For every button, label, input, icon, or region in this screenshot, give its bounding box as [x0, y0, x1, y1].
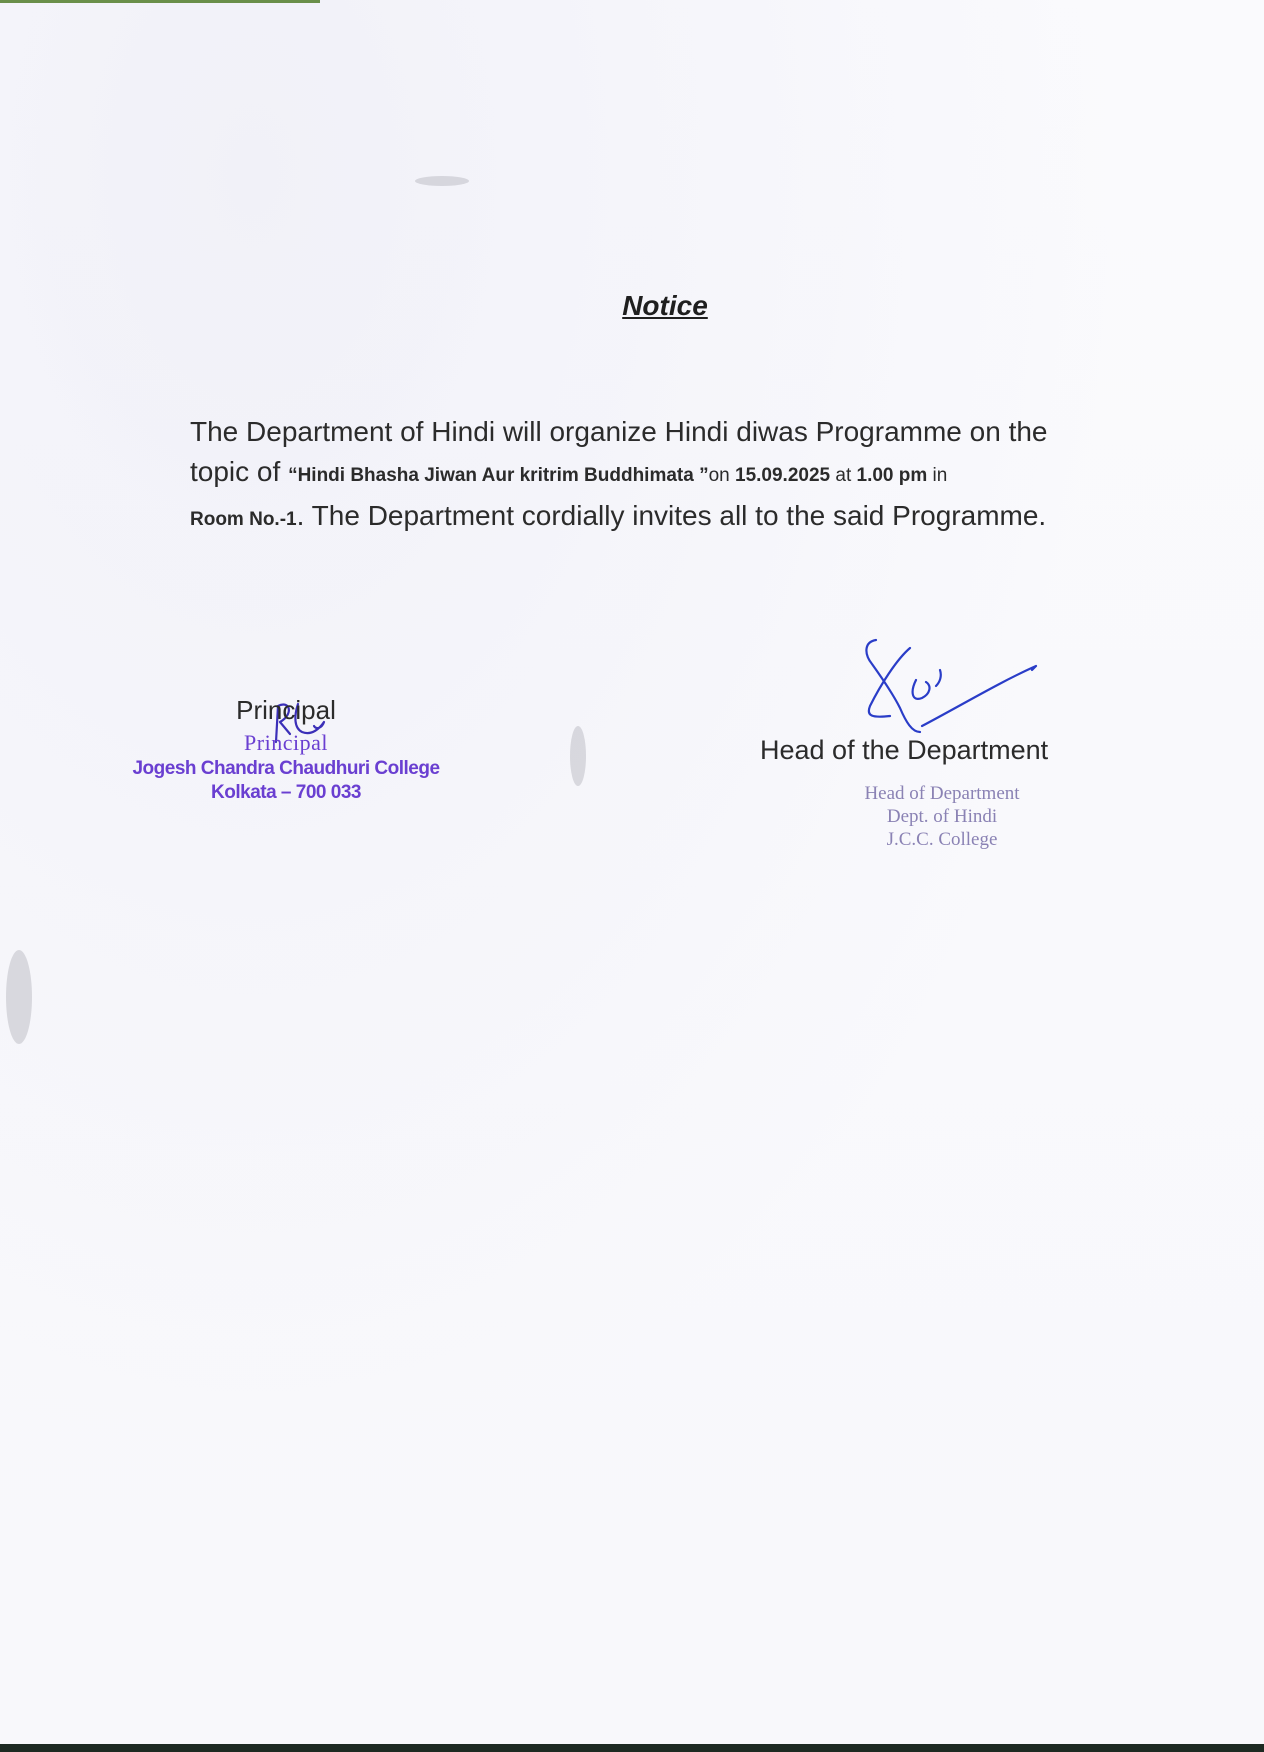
notice-body	[190, 412, 1130, 540]
in-word: in	[927, 465, 948, 486]
scan-edge-top	[0, 0, 320, 3]
scan-edge-bottom	[0, 1744, 1264, 1752]
programme-topic: “Hindi Bhasha Jiwan Aur kritrim Buddhimata ”	[288, 465, 709, 486]
topic-prefix: topic of	[190, 456, 289, 487]
notice-line-1: The Department of Hindi will organize Hindi diwas Programme on the	[190, 416, 1048, 447]
scan-smudge	[6, 950, 32, 1044]
principal-stamp-college: Jogesh Chandra Chaudhuri College	[132, 758, 440, 779]
closing-text: . The Department cordially invites all to the said Programme.	[296, 500, 1047, 531]
notice-title: Notice	[622, 290, 708, 321]
on-word: on	[708, 465, 736, 486]
scan-smudge	[415, 176, 469, 186]
hod-role: Head of the Department	[760, 735, 1049, 765]
principal-role: Principal	[236, 695, 336, 725]
principal-stamp	[110, 730, 462, 804]
hod-block	[760, 735, 1160, 851]
principal-block	[110, 695, 462, 804]
principal-stamp-title: Principal	[244, 730, 328, 755]
scan-smudge	[570, 726, 586, 786]
programme-time: 1.00 pm	[856, 465, 928, 486]
notice-line-2	[190, 452, 1130, 496]
notice-line-3	[190, 496, 1130, 540]
principal-stamp-city: Kolkata – 700 033	[211, 782, 361, 803]
hod-stamp	[832, 782, 1052, 851]
hod-signature	[850, 636, 1050, 742]
hod-stamp-line-1: Head of Department	[864, 783, 1020, 804]
programme-room: Room No.-1	[190, 509, 297, 530]
programme-date: 15.09.2025	[735, 465, 831, 486]
hod-stamp-line-2: Dept. of Hindi	[886, 806, 998, 827]
hod-stamp-line-3: J.C.C. College	[886, 829, 998, 850]
at-word: at	[830, 465, 857, 486]
